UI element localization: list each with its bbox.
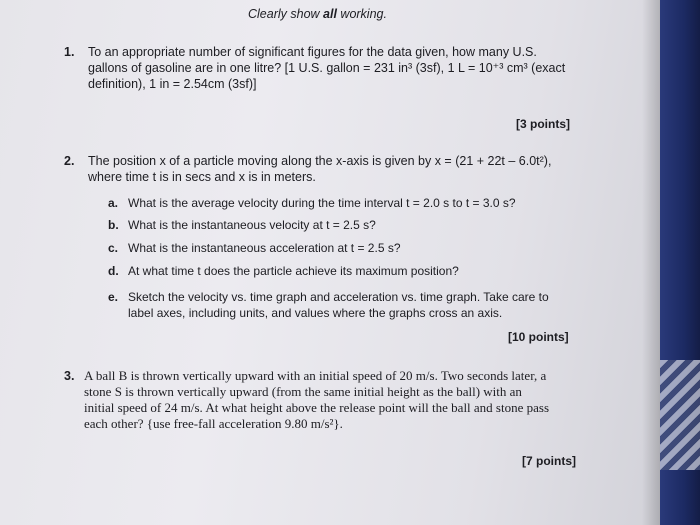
question-1-points: [3 points] — [516, 117, 570, 131]
question-text — [88, 44, 565, 92]
question-line: definition), 1 in = 2.54cm (3sf)] — [88, 77, 257, 91]
part-label: d. — [108, 264, 119, 278]
part-label: e. — [108, 290, 119, 304]
question-line: gallons of gasoline are in one litre? [1 U.S. gallon = 231 in³ (3sf), 1 L = 10⁺³ cm³ (exact — [88, 61, 566, 75]
header-bold: all — [323, 7, 337, 21]
question-line: where time t is in secs and x is in meters. — [88, 170, 316, 184]
part-text: What is the instantaneous acceleration at t = 2.5 s? — [128, 241, 401, 255]
question-line: each other? {use free-fall acceleration 9.80 m/s²}. — [84, 416, 343, 431]
question-line: initial speed of 24 m/s. At what height above the release point will the ball and stone pass — [84, 400, 550, 415]
page-shadow — [642, 0, 660, 525]
instruction-header — [248, 7, 387, 21]
question-number: 2. — [64, 154, 75, 168]
question-3-points: [7 points] — [522, 454, 576, 468]
question-2-points: [10 points] — [508, 330, 569, 344]
question-line: A ball B is thrown vertically upward with an initial speed of 20 m/s. Two seconds later, a — [84, 368, 547, 383]
header-suffix: working. — [336, 7, 387, 21]
question-line: To an appropriate number of significant figures for the data given, how many U.S. — [88, 45, 537, 59]
question-text — [88, 153, 551, 185]
part-text — [128, 289, 549, 321]
question-number: 1. — [64, 45, 75, 59]
binder-pattern — [660, 360, 700, 470]
part-label: b. — [108, 218, 119, 232]
question-text — [84, 368, 549, 432]
question-line: The position x of a particle moving along the x-axis is given by x = (21 + 22t – 6.0t²), — [88, 154, 552, 168]
part-text: At what time t does the particle achieve its maximum position? — [128, 264, 459, 278]
part-label: c. — [108, 241, 119, 255]
part-label: a. — [108, 196, 119, 210]
part-line: label axes, including units, and values where the graphs cross an axis. — [128, 306, 503, 320]
part-text: What is the instantaneous velocity at t = 2.5 s? — [128, 218, 376, 232]
question-number: 3. — [64, 369, 75, 383]
part-line: Sketch the velocity vs. time graph and acceleration vs. time graph. Take care to — [128, 290, 549, 304]
part-text: What is the average velocity during the time interval t = 2.0 s to t = 3.0 s? — [128, 196, 516, 210]
question-line: stone S is thrown vertically upward (from the same initial height as the ball) with an — [84, 384, 522, 399]
header-prefix: Clearly show — [248, 7, 324, 21]
